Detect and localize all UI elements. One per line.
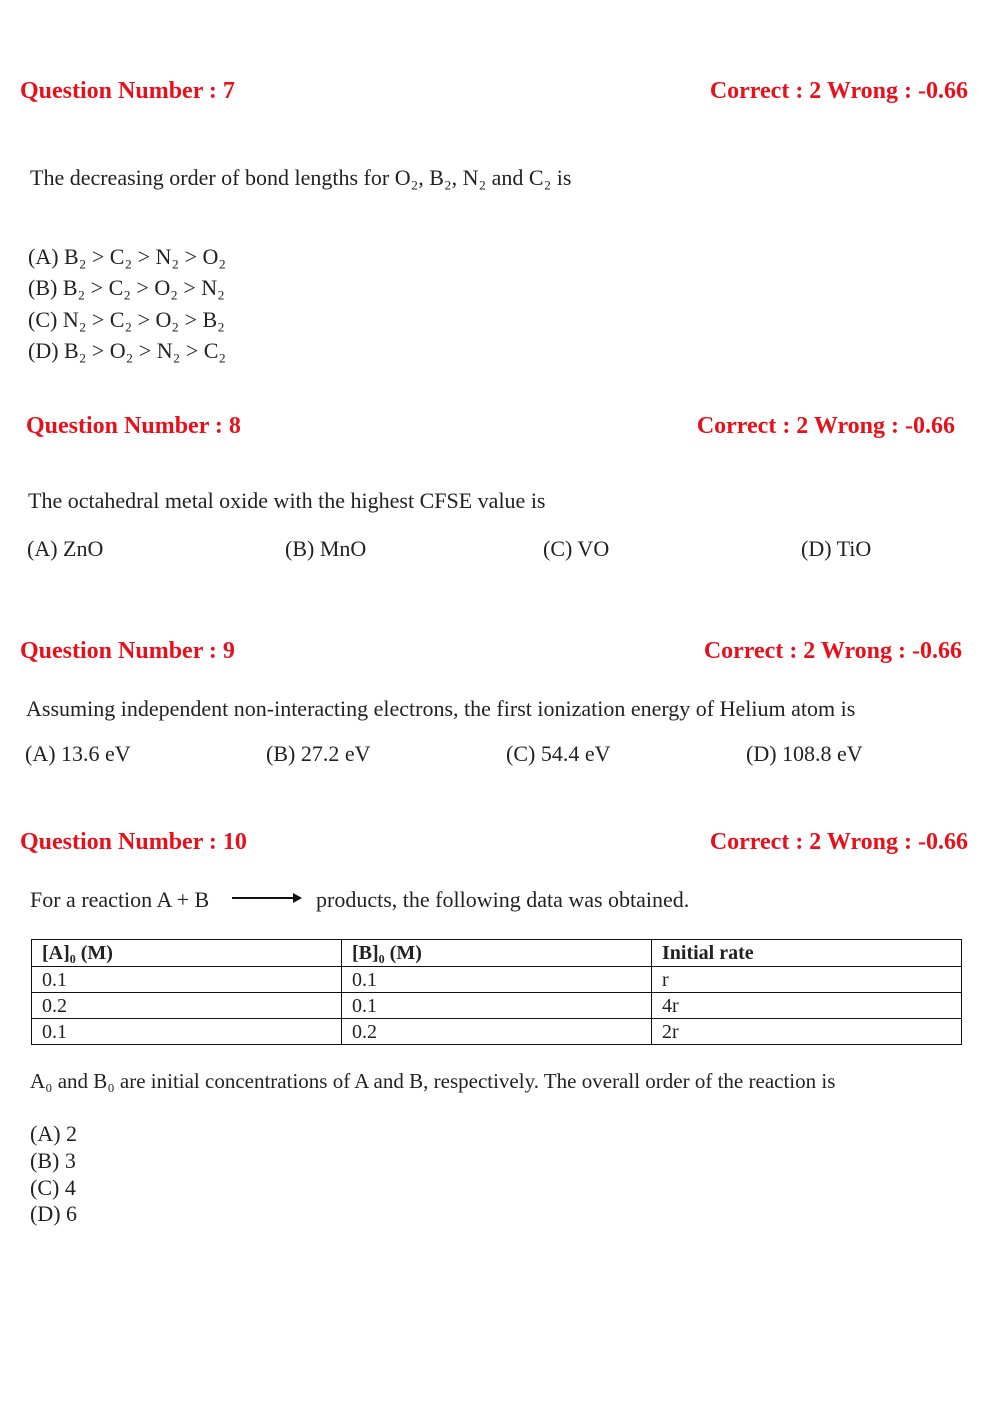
table-header-cell: [B]₀ (M) — [342, 940, 652, 967]
question-9-text: Assuming independent non-interacting electrons, the first ionization energy of Helium atom is — [26, 696, 856, 721]
question-7-option-a: (A) B₂ > C₂ > N₂ > O₂ — [28, 244, 227, 269]
table-cell: 4r — [652, 993, 962, 1019]
question-8-header: Question Number : 8 — [26, 413, 241, 439]
question-7-text: The decreasing order of bond lengths for O₂, B₂, N₂ and C₂ is — [30, 165, 572, 190]
table-cell: 0.1 — [342, 967, 652, 993]
question-8-marks: Correct : 2 Wrong : -0.66 — [696, 413, 955, 439]
question-10-marks: Correct : 2 Wrong : -0.66 — [709, 829, 968, 855]
table-row — [32, 1019, 962, 1045]
table-cell: 0.2 — [32, 993, 342, 1019]
question-10-option-a: (A) 2 — [30, 1121, 78, 1146]
question-10-option-c: (C) 4 — [30, 1175, 76, 1200]
question-7-option-d: (D) B₂ > O₂ > N₂ > C₂ — [28, 338, 227, 363]
question-9-marks: Correct : 2 Wrong : -0.66 — [703, 638, 962, 664]
table-row — [32, 993, 962, 1019]
question-10-option-b: (B) 3 — [30, 1148, 76, 1173]
question-8-option-a: (A) ZnO — [27, 536, 104, 561]
table-cell: 0.2 — [342, 1019, 652, 1045]
question-7-header: Question Number : 7 — [20, 78, 235, 104]
table-row — [32, 967, 962, 993]
question-10-header: Question Number : 10 — [20, 829, 247, 855]
question-7-option-b: (B) B₂ > C₂ > O₂ > N₂ — [28, 275, 225, 300]
table-header-row — [32, 940, 962, 967]
question-10-text2: A₀ and B₀ are initial concentrations of A and B, respectively. The overall order of the reaction is — [30, 1069, 836, 1093]
question-9-option-c: (C) 54.4 eV — [506, 741, 611, 766]
question-8-option-c: (C) VO — [543, 536, 610, 561]
question-9-option-a: (A) 13.6 eV — [25, 741, 131, 766]
question-10-text-before: For a reaction A + B — [30, 887, 210, 912]
table-cell: 0.1 — [32, 967, 342, 993]
table-cell: r — [652, 967, 962, 993]
table-header-cell: Initial rate — [652, 940, 962, 967]
question-8-option-d: (D) TiO — [801, 536, 872, 561]
question-7-marks: Correct : 2 Wrong : -0.66 — [709, 78, 968, 104]
rate-data-table — [31, 939, 962, 1045]
question-9-option-d: (D) 108.8 eV — [746, 741, 863, 766]
question-8-text: The octahedral metal oxide with the highest CFSE value is — [28, 488, 546, 513]
reaction-arrow-icon — [232, 897, 294, 899]
table-cell: 0.1 — [32, 1019, 342, 1045]
question-7-option-c: (C) N₂ > C₂ > O₂ > B₂ — [28, 307, 225, 332]
question-8-option-b: (B) MnO — [285, 536, 367, 561]
question-10-text-after: products, the following data was obtained. — [316, 887, 690, 912]
table-cell: 0.1 — [342, 993, 652, 1019]
table-cell: 2r — [652, 1019, 962, 1045]
question-9-option-b: (B) 27.2 eV — [266, 741, 371, 766]
question-10-option-d: (D) 6 — [30, 1201, 78, 1226]
question-9-header: Question Number : 9 — [20, 638, 235, 664]
table-header-cell: [A]₀ (M) — [32, 940, 342, 967]
